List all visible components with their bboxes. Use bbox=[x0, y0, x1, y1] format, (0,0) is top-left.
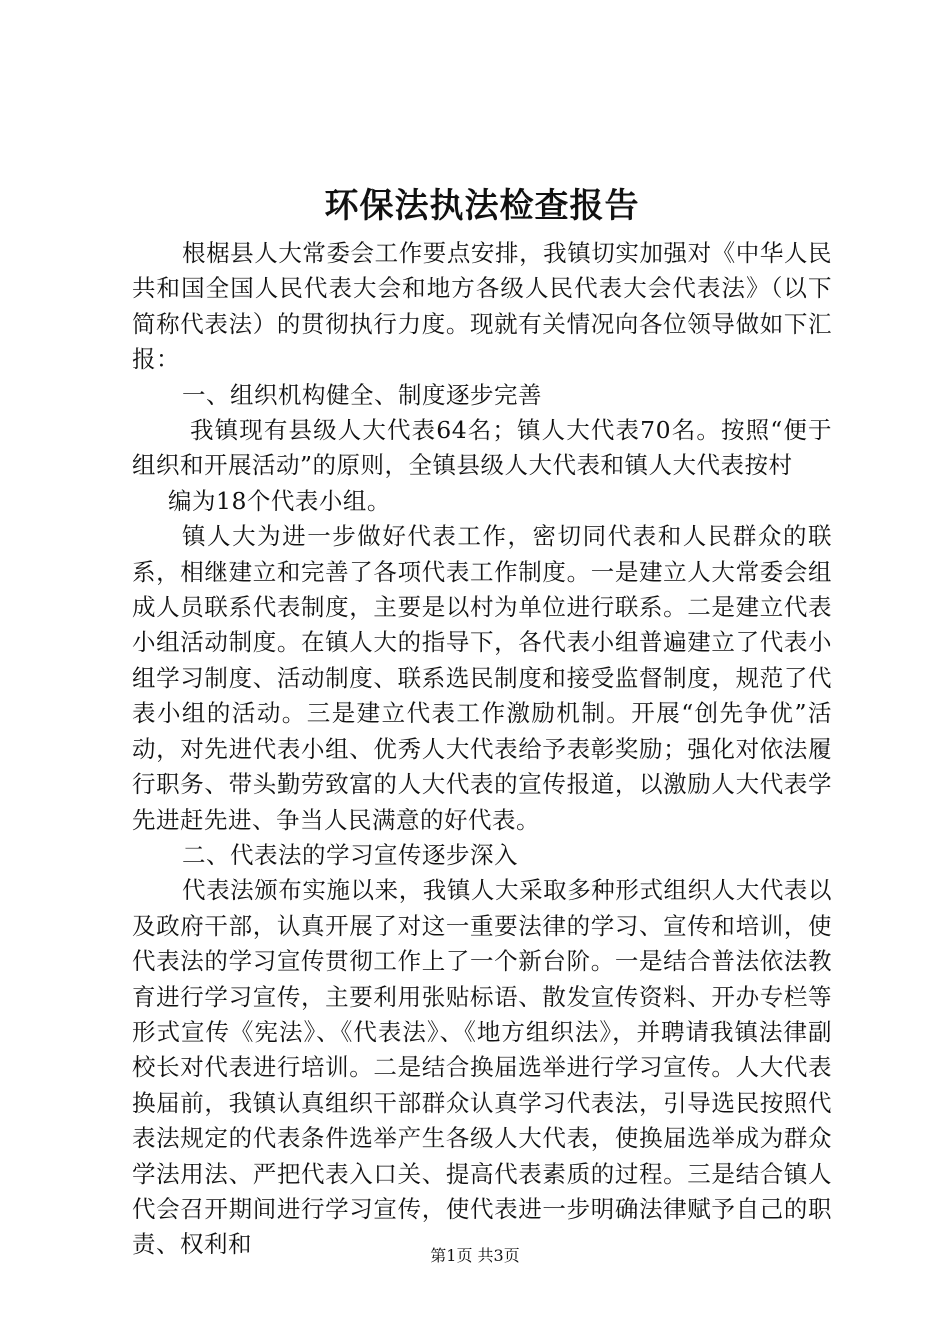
section-heading-2: 二、代表法的学习宣传逐步深入 bbox=[182, 840, 518, 869]
paragraph-representatives: 我镇现有县级人大代表64名；镇人大代表70名。按照“便于组织和开展活动”的原则，全镇县级人大代表和镇人大代表按村 bbox=[132, 416, 832, 480]
paragraph-groups: 编为18个代表小组。 bbox=[168, 486, 391, 515]
paragraph-systems: 镇人大为进一步做好代表工作，密切同代表和人民群众的联系，相继建立和完善了各项代表工作制度。一是建立人大常委会组成人员联系代表制度，主要是以村为单位进行联系。二是建立代表小组活动制度。在镇人大的指导下，各代表小组普遍建立了代表小组学习制度、活动制度、联系选民制度和接受监督制度，规范了代表小组的活动。三是建立代表工作激励机制。开展“创先争优”活动，对先进代表小组、优秀人大代表给予表彰奖励；强化对依法履行职务、带头勤劳致富的人大代表的宣传报道，以激励人大代表学先进赶先进、争当人民满意的好代表。 bbox=[132, 522, 832, 834]
section-heading-1: 一、组织机构健全、制度逐步完善 bbox=[182, 380, 542, 409]
document-title: 环保法执法检查报告 bbox=[324, 186, 640, 226]
document-page bbox=[132, 180, 832, 1263]
page-footer: 第1页 共3页 bbox=[430, 1246, 520, 1265]
intro-paragraph: 根椐县人大常委会工作要点安排，我镇切实加强对《中华人民共和国全国人民代表大会和地方各级人民代表大会代表法》（以下简称代表法）的贯彻执行力度。现就有关情况向各位领导做如下汇报： bbox=[132, 239, 832, 374]
paragraph-publicity: 代表法颁布实施以来，我镇人大采取多种形式组织人大代表以及政府干部，认真开展了对这一重要法律的学习、宣传和培训，使代表法的学习宣传贯彻工作上了一个新台阶。一是结合普法依法教育进行学习宣传，主要利用张贴标语、散发宣传资料、开办专栏等形式宣传《宪法》、《代表法》、《地方组织法》，并聘请我镇法律副校长对代表进行培训。二是结合换届选举进行学习宣传。人大代表换届前，我镇认真组织干部群众认真学习代表法，引导选民按照代表法规定的代表条件选举产生各级人大代表，使换届选举成为群众学法用法、严把代表入口关、提高代表素质的过程。三是结合镇人代会召开期间进行学习宣传，使代表进一步明确法律赋予自己的职责、权利和 bbox=[132, 876, 832, 1259]
